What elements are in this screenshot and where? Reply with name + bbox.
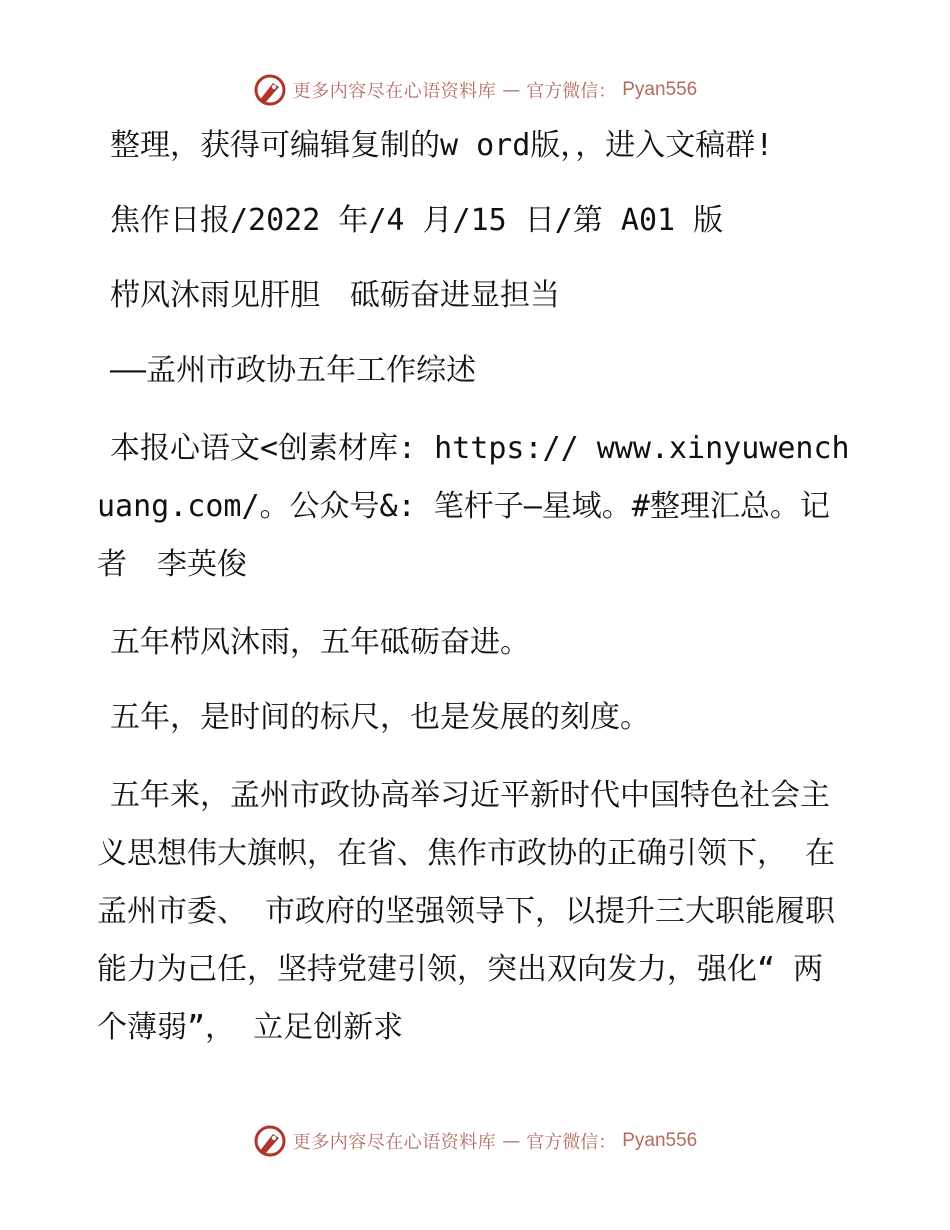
banner-text: 更多内容尽在心语资料库 [292, 81, 497, 102]
banner-separator: — [502, 1130, 521, 1152]
body-paragraph-1: 五年栉风沐雨，五年砥砺奋进。 [110, 625, 530, 660]
body-paragraph-2: 五年，是时间的标尺，也是发展的刻度。 [110, 700, 650, 735]
article-title [97, 270, 852, 322]
banner-wechat-id: Pyan556 [622, 1130, 698, 1151]
pen-nib-logo-icon [253, 73, 287, 107]
banner-wechat-label: 官方微信： [526, 81, 617, 102]
article-title-part1: 栉风沐雨见肝胆 [110, 278, 320, 313]
newspaper-source-line: 焦作日报/2022 年/4 月/15 日/第 A01 版 [110, 203, 724, 238]
article-subtitle: ——孟州市政协五年工作综述 [110, 353, 477, 388]
banner-separator: — [502, 79, 521, 101]
body-paragraph-3: 五年来，孟州市政协高举习近平新时代中国特色社会主义思想伟大旗帜，在省、焦作市政协的正确引领下， 在孟州市委、 市政府的坚强领导下，以提升三大职能履职能力为己任，坚持党建引领，突出双向发力，强化“ 两个薄弱”， 立足创新求 [97, 778, 836, 1045]
pen-nib-logo-icon [253, 1124, 287, 1158]
banner-wechat-label: 官方微信： [526, 1132, 617, 1153]
banner-wechat-id: Pyan556 [622, 79, 698, 100]
reporter-name: 李英俊 [157, 547, 247, 582]
banner-text: 更多内容尽在心语资料库 [292, 1132, 497, 1153]
footer-banner [0, 1121, 950, 1161]
byline-paragraph [97, 420, 852, 594]
byline-text: 本报心语文<创素材库: https:// www.xinyuwenchuang.com/。公众号&: 笔杆子—星域。#整理汇总。记者 [97, 431, 850, 582]
intro-paragraph: 整理，获得可编辑复制的w ord版，，进入文稿群! [110, 128, 774, 163]
article-title-part2: 砥砺奋进显担当 [350, 278, 560, 313]
document-body [97, 120, 852, 1080]
header-banner [0, 70, 950, 110]
